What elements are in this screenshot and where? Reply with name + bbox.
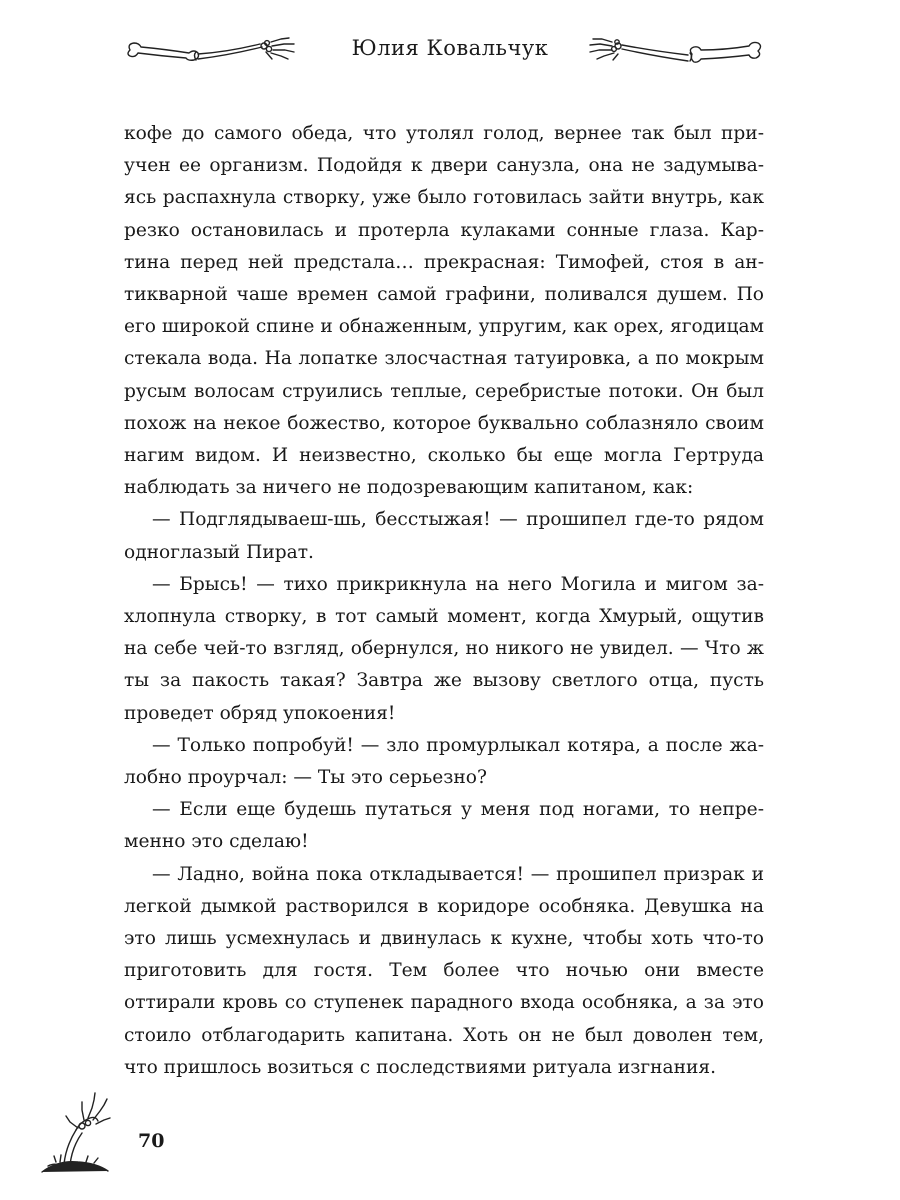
- skeleton-hand-grave-icon: [38, 1080, 118, 1176]
- page-number: 70: [138, 1130, 165, 1152]
- paragraph: — Если еще будешь путаться у меня под ногами, то непременно это сделаю!: [124, 799, 764, 853]
- page-header: [0, 30, 900, 74]
- paragraph: — Только попробуй! — зло промурлыкал котяра, а после жалобно проурчал: — Ты это серьезно?: [124, 734, 764, 789]
- body-text: [124, 118, 764, 1084]
- paragraph: — Ладно, война пока откладывается! — прошипел призрак и легкой дымкой растворился в коридоре особняка. Девушка на это лишь усмехнулась и двинулась к кухне, чтобы хоть что-то приготовить для гостя. Тем более что ночью они вместе оттирали кровь со ступенек парадного входа особняка, а за это стоило отблагодарить капитана. Хоть он не был доволен тем, что пришлось возиться с последствиями ритуала изгнания.: [124, 863, 764, 1078]
- running-header-author: Юлия Ковальчук: [351, 36, 549, 60]
- paragraph: — Брысь! — тихо прикрикнула на него Могила и мигом захлопнула створку, в тот самый момент, когда Хмурый, ощутив на себе чей-то взгляд, обернулся, но никого не увидел. — Что ж ты за пакость такая? Завтра же вызову светлого отца, пусть проведет обряд упокоения!: [124, 573, 764, 724]
- paragraph: — Подглядываеш-шь, бесстыжая! — прошипел где-то рядом одноглазый Пират.: [124, 509, 764, 563]
- paragraph: кофе до самого обеда, что утолял голод, вернее так был приучен ее организм. Подойдя к двери санузла, она не задумываясь распахнула створку, уже было готовилась зайти внутрь, как резко остановилась и протерла кулаками сонные глаза. Картина перед ней предстала… прекрасная: Тимофей, стоя в антикварной чаше времен самой графини, поливался душем. По его широкой спине и обнаженным, упругим, как орех, ягодицам стекала вода. На лопатке злосчастная татуировка, а по мокрым русым волосам струились теплые, серебристые потоки. Он был похож на некое божество, которое буквально соблазняло своим нагим видом. И неизвестно, сколько бы еще могла Гертруда наблюдать за ничего не подозревающим капитаном, как:: [124, 123, 764, 499]
- skeleton-arm-right-icon: [572, 36, 772, 72]
